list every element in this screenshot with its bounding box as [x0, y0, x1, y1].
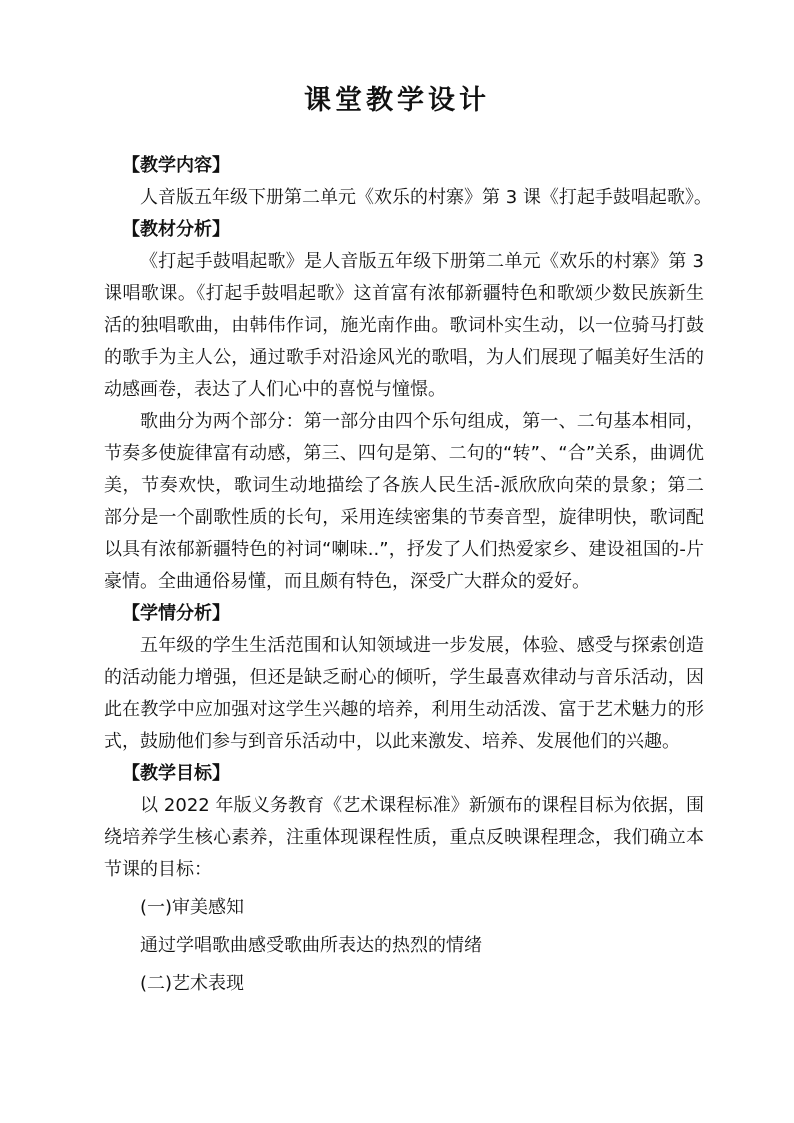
section-heading-content: 【教学内容】	[122, 155, 230, 176]
goals-paragraph-1: 以 2022 年版义务教育《艺术课程标准》新颁布的课程目标为依据，围绕培养学生核心素养，注重体现课程性质，重点反映课程理念，我们确立本节课的目标：	[104, 795, 704, 880]
section-heading-students: 【学情分析】	[122, 603, 230, 624]
document-title: 课堂教学设计	[304, 85, 490, 116]
goals-item-2: (二)艺术表现	[140, 973, 245, 994]
goals-item-1-text: 通过学唱歌曲感受歌曲所表达的热烈的情绪	[140, 935, 482, 956]
content-text: 人音版五年级下册第二单元《欢乐的村寨》第 3 课《打起手鼓唱起歌》。	[140, 187, 712, 208]
section-heading-textbook: 【教材分析】	[122, 219, 230, 240]
textbook-paragraph-1: 《打起手鼓唱起歌》是人音版五年级下册第二单元《欢乐的村寨》第 3 课唱歌课。《打起手鼓唱起歌》这首富有浓郁新疆特色和歌颂少数民族新生活的独唱歌曲，由韩伟作词，施光南作曲。歌词朴实生动，以一位骑马打鼓的歌手为主人公，通过歌手对沿途风光的歌唱，为人们展现了幅美好生活的动感画卷，表达了人们心中的喜悦与憧憬。	[104, 251, 704, 400]
section-heading-goals: 【教学目标】	[122, 763, 230, 784]
textbook-paragraph-2: 歌曲分为两个部分：第一部分由四个乐句组成，第一、二句基本相同，节奏多使旋律富有动感，第三、四句是第、二句的“转”、“合”关系，曲调优美，节奏欢快，歌词生动地描绘了各族人民生活-派欣欣向荣的景象；第二部分是一个副歌性质的长句，采用连续密集的节奏音型，旋律明快，歌词配以具有浓郁新疆特色的衬词“喇味..”，抒发了人们热爱家乡、建设祖国的-片豪情。全曲通俗易懂，而且颇有特色，深受广大群众的爱好。	[104, 411, 704, 592]
goals-item-1: (一)审美感知	[140, 897, 245, 918]
document-body	[104, 150, 712, 1000]
students-paragraph-1: 五年级的学生生活范围和认知领域进一步发展，体验、感受与探索创造的活动能力增强，但还是缺乏耐心的倾听，学生最喜欢律动与音乐活动，因此在教学中应加强对这学生兴趣的培养，利用生动活泼、富于艺术魅力的形式，鼓励他们参与到音乐活动中，以此来激发、培养、发展他们的兴趣。	[104, 635, 704, 752]
